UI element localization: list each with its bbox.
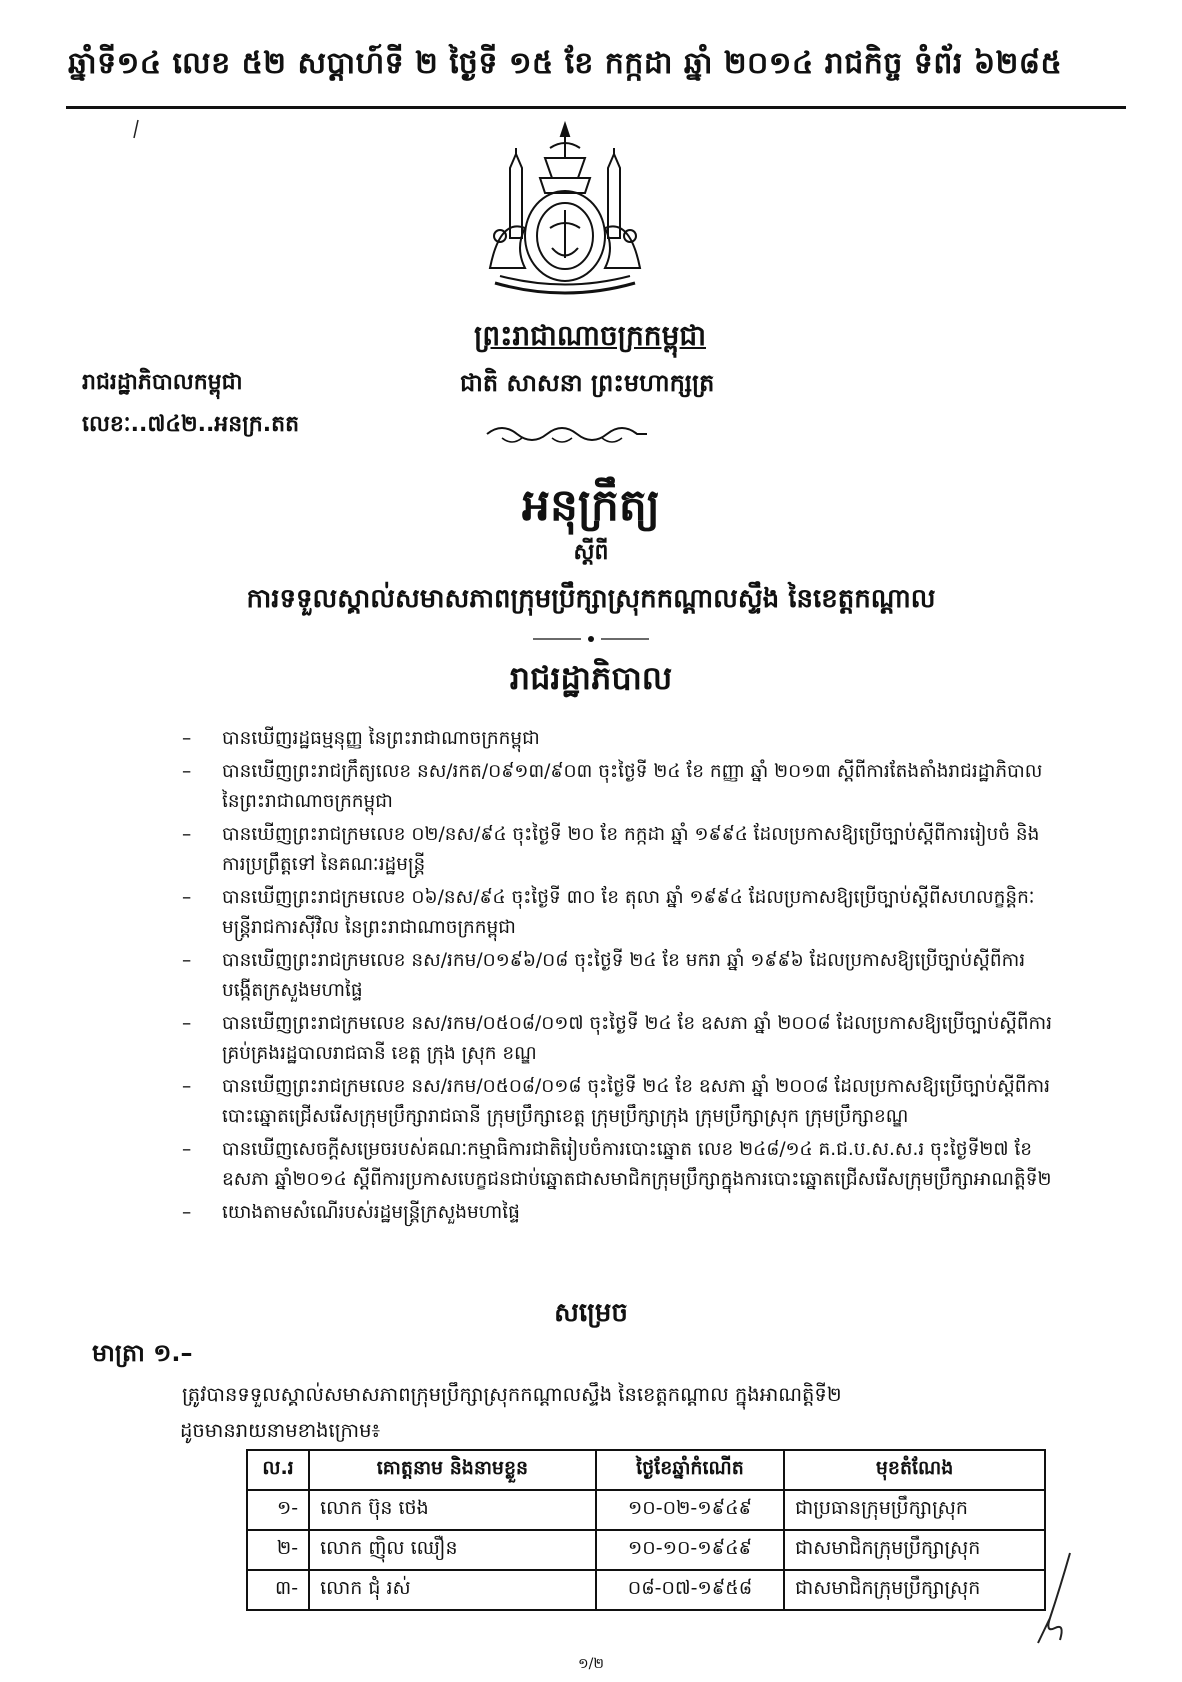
- header-number: ល.រ: [247, 1450, 309, 1490]
- gazette-header: ឆ្នាំទី១៤ លេខ ៥២ សប្តាហ៍ទី ២ ថ្ងៃទី ១៥ ខែ កក្កដា ឆ្នាំ ២០១៤ រាជកិច្ច ទំព័រ ៦២៨៥: [68, 46, 1063, 81]
- preamble-item: – បានឃើញព្រះរាជក្រមលេខ នស/រកម/០៥០៨/០១៨ ចុះថ្ងៃទី ២៤ ខែ ឧសភា ឆ្នាំ ២០០៨ ដែលប្រកាសឱ្យប្រើច្បាប់ស្តីពីការបោះឆ្នោតជ្រើសរើសក្រុមប្រឹក្សារាជធានី ក្រុមប្រឹក្សាខេត្ត ក្រុមប្រឹក្សាក្រុង ក្រុមប្រឹក្សាស្រុក ក្រុមប្រឹក្សាខណ្ឌ: [182, 1072, 1062, 1132]
- row-number: ១-: [247, 1490, 309, 1530]
- row-number: ២-: [247, 1530, 309, 1570]
- preamble-item: – បានឃើញព្រះរាជក្រមលេខ ០២/នស/៩៤ ចុះថ្ងៃទី ២០ ខែ កក្កដា ឆ្នាំ ១៩៩៤ ដែលប្រកាសឱ្យប្រើច្បាប់ស្តីពីការរៀបចំ និងការប្រព្រឹត្តទៅ នៃគណៈរដ្ឋមន្ត្រី: [182, 820, 1062, 880]
- member-birthdate: ០៨-០៧-១៩៥៨: [596, 1570, 784, 1610]
- document-number: លេខៈ..៧៤២..អនក្រ.តត: [82, 412, 300, 437]
- table-row: [247, 1490, 1045, 1530]
- article-label: មាត្រា ១.–: [92, 1339, 193, 1367]
- row-number: ៣-: [247, 1570, 309, 1610]
- stray-mark: [130, 118, 142, 140]
- header-position: មុខតំណែង: [784, 1450, 1045, 1490]
- document-subject: ការទទួលស្គាល់សមាសភាពក្រុមប្រឹក្សាស្រុកកណ្តាលស្ទឹង នៃខេត្តកណ្តាល: [246, 584, 936, 614]
- document-type: អនុក្រឹត្យ: [522, 480, 660, 531]
- member-position: ជាប្រធានក្រុមប្រឹក្សាស្រុក: [784, 1490, 1045, 1530]
- member-birthdate: ១០-០២-១៩៤៩: [596, 1490, 784, 1530]
- article-text-continued: ដូចមានរាយនាមខាងក្រោម៖: [180, 1419, 381, 1442]
- council-members-table: [246, 1449, 1046, 1611]
- member-position: ជាសមាជិកក្រុមប្រឹក្សាស្រុក: [784, 1570, 1045, 1610]
- decorative-ornament: [482, 420, 652, 448]
- preamble-item: – បានឃើញព្រះរាជក្រឹត្យលេខ នស/រកត/០៩១៣/៩០៣ ចុះថ្ងៃទី ២៤ ខែ កញ្ញា ឆ្នាំ ២០១៣ ស្តីពីការតែងតាំងរាជរដ្ឋាភិបាល នៃព្រះរាជាណាចក្រកម្ពុជា: [182, 757, 1062, 817]
- header-birthdate: ថ្ងៃខែឆ្នាំកំណើត: [596, 1450, 784, 1490]
- national-motto: ជាតិ សាសនា ព្រះមហាក្សត្រ: [460, 369, 715, 397]
- kingdom-name: ព្រះរាជាណាចក្រកម្ពុជា: [473, 319, 706, 352]
- table-header-row: [247, 1450, 1045, 1490]
- small-divider-ornament: [531, 632, 651, 646]
- page-number: ១/២: [578, 1656, 604, 1672]
- preamble-item: – បានឃើញព្រះរាជក្រមលេខ ០៦/នស/៩៤ ចុះថ្ងៃទី ៣០ ខែ តុលា ឆ្នាំ ១៩៩៤ ដែលប្រកាសឱ្យប្រើច្បាប់ស្តីពីសហលក្ខន្តិកៈមន្ត្រីរាជការស៊ីវិល នៃព្រះរាជាណាចក្រកម្ពុជា: [182, 883, 1062, 943]
- preamble-item: – បានឃើញសេចក្តីសម្រេចរបស់គណៈកម្មាធិការជាតិរៀបចំការបោះឆ្នោត លេខ ២៤៨/១៤ គ.ជ.ប.ស.ស.រ ចុះថ្ងៃទី២៧ ខែឧសភា ឆ្នាំ២០១៤ ស្តីពីការប្រកាសបេក្ខជនជាប់ឆ្នោតជាសមាជិកក្រុមប្រឹក្សាក្នុងការបោះឆ្នោតជ្រើសរើសក្រុមប្រឹក្សាអាណត្តិទី២: [182, 1135, 1062, 1195]
- issuing-authority: រាជរដ្ឋាភិបាល: [509, 659, 673, 697]
- member-name: លោក ជុំ រស់: [309, 1570, 596, 1610]
- royal-coat-of-arms-emblem: [470, 118, 660, 308]
- decision-heading: សម្រេច: [554, 1298, 628, 1328]
- preamble-item: – បានឃើញរដ្ឋធម្មនុញ្ញ នៃព្រះរាជាណាចក្រកម្ពុជា: [182, 724, 1062, 754]
- member-birthdate: ១០-១០-១៩៤៩: [596, 1530, 784, 1570]
- member-name: លោក ប៊ុន ថេង: [309, 1490, 596, 1530]
- header-rule: [66, 106, 1126, 109]
- table-row: [247, 1570, 1045, 1610]
- header-name: គោត្តនាម និងនាមខ្លួន: [309, 1450, 596, 1490]
- preamble-list: [182, 724, 1062, 1231]
- preamble-item: – បានឃើញព្រះរាជក្រមលេខ នស/រកម/០១៩៦/០៨ ចុះថ្ងៃទី ២៤ ខែ មករា ឆ្នាំ ១៩៩៦ ដែលប្រកាសឱ្យប្រើច្បាប់ស្តីពីការបង្កើតក្រសួងមហាផ្ទៃ: [182, 946, 1062, 1006]
- article-text: ត្រូវបានទទួលស្គាល់សមាសភាពក្រុមប្រឹក្សាស្រុកកណ្តាលស្ទឹង នៃខេត្តកណ្តាល ក្នុងអាណត្តិទី២: [182, 1383, 842, 1406]
- preamble-item: – បានឃើញព្រះរាជក្រមលេខ នស/រកម/០៥០៨/០១៧ ចុះថ្ងៃទី ២៤ ខែ ឧសភា ឆ្នាំ ២០០៨ ដែលប្រកាសឱ្យប្រើច្បាប់ស្តីពីការគ្រប់គ្រងរដ្ឋបាលរាជធានី ខេត្ត ក្រុង ស្រុក ខណ្ឌ: [182, 1009, 1062, 1069]
- government-name: រាជរដ្ឋាភិបាលកម្ពុជា: [82, 370, 243, 395]
- about-label: ស្តីពី: [573, 540, 609, 565]
- table-row: [247, 1530, 1045, 1570]
- preamble-item: – យោងតាមសំណើរបស់រដ្ឋមន្ត្រីក្រសួងមហាផ្ទៃ: [182, 1198, 1062, 1228]
- handwritten-initial-mark: [1020, 1548, 1080, 1648]
- member-name: លោក ញ៉ិល ឈឿន: [309, 1530, 596, 1570]
- member-position: ជាសមាជិកក្រុមប្រឹក្សាស្រុក: [784, 1530, 1045, 1570]
